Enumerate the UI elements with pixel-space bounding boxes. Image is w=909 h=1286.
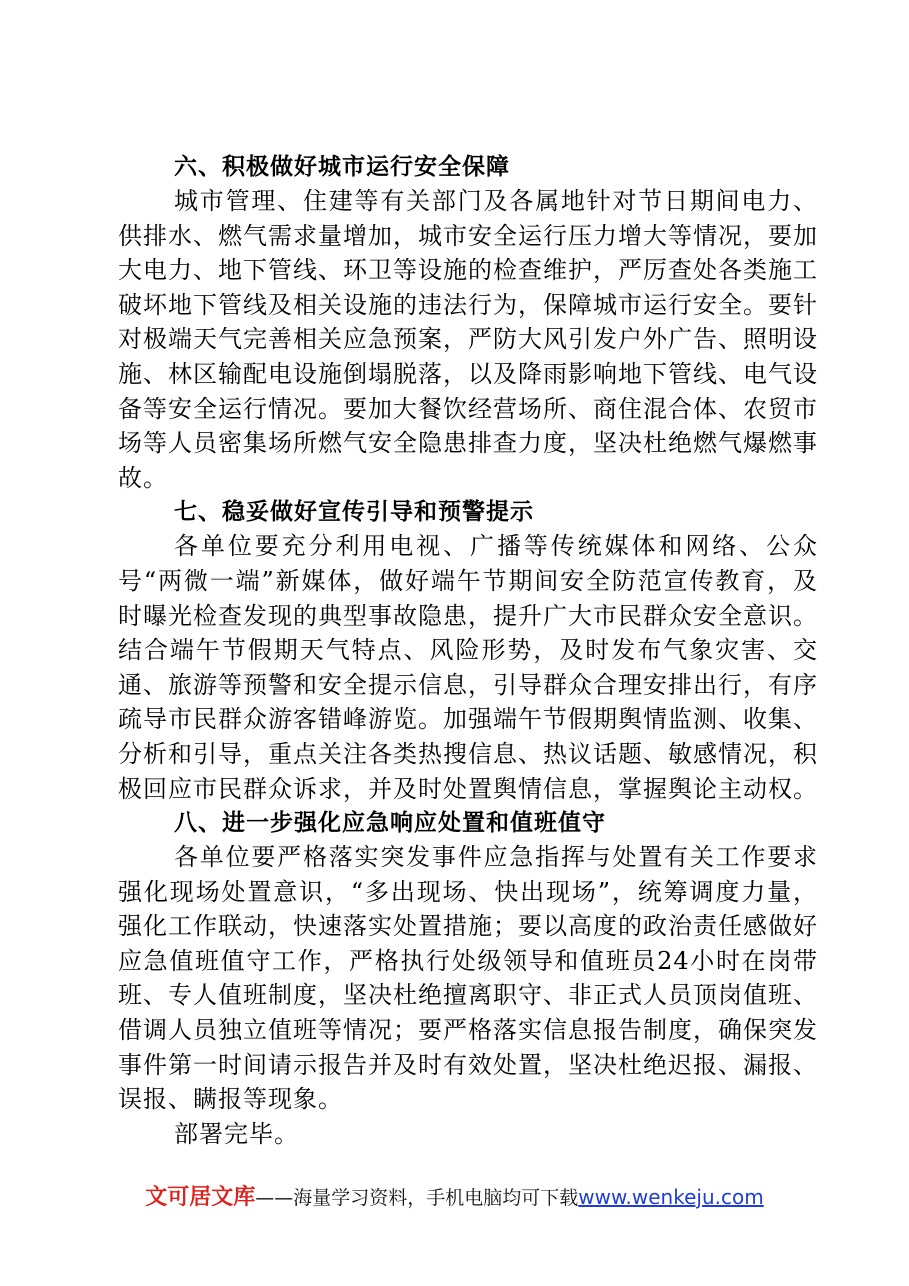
document-body xyxy=(118,150,818,1151)
section-paragraph: 各单位要严格落实突发事件应急指挥与处置有关工作要求强化现场处置意识，“多出现场、快出现场”，统筹调度力量，强化工作联动，快速落实处置措施；要以高度的政治责任感做好应急值班值守工作，严格执行处级领导和值班员24小时在岗带班、专人值班制度，坚决杜绝擅离职守、非正式人员顶岗值班、借调人员独立值班等情况；要严格落实信息报告制度，确保突发事件第一时间请示报告并及时有效处置，坚决杜绝迟报、漏报、误报、瞒报等现象。 xyxy=(118,843,818,1114)
footer-banner xyxy=(0,1184,909,1211)
section-heading: 八、进一步强化应急响应处置和值班值守 xyxy=(174,810,606,837)
footer-tagline: ——海量学习资料，手机电脑均可下载 xyxy=(255,1187,579,1209)
website-link[interactable]: www.wenkeju.com xyxy=(578,1185,764,1209)
section-7 xyxy=(118,495,818,806)
section-6 xyxy=(118,150,818,495)
section-paragraph: 城市管理、住建等有关部门及各属地针对节日期间电力、供排水、燃气需求量增加，城市安全运行压力增大等情况，要加大电力、地下管线、环卫等设施的检查维护，严厉查处各类施工破坏地下管线及相关设施的违法行为，保障城市运行安全。要针对极端天气完善相关应急预案，严防大风引发户外广告、照明设施、林区输配电设施倒塌脱落，以及降雨影响地下管线、电气设备等安全运行情况。要加大餐饮经营场所、商住混合体、农贸市场等人员密集场所燃气安全隐患排查力度，坚决杜绝燃气爆燃事故。 xyxy=(118,187,818,492)
section-heading: 七、稳妥做好宣传引导和预警提示 xyxy=(174,499,534,526)
closing-line: 部署完毕。 xyxy=(174,1119,299,1148)
brand-name: 文可居文库 xyxy=(145,1185,256,1210)
section-8 xyxy=(118,806,818,1151)
section-heading: 六、积极做好城市运行安全保障 xyxy=(174,154,510,180)
section-paragraph: 各单位要充分利用电视、广播等传统媒体和网络、公众号“两微一端”新媒体，做好端午节期间安全防范宣传教育，及时曝光检查发现的典型事故隐患，提升广大市民群众安全意识。结合端午节假期天气特点、风险形势，及时发布气象灾害、交通、旅游等预警和安全提示信息，引导群众合理安排出行，有序疏导市民群众游客错峰游览。加强端午节假期舆情监测、收集、分析和引导，重点关注各类热搜信息、热议话题、敏感情况，积极回应市民群众诉求，并及时处置舆情信息，掌握舆论主动权。 xyxy=(118,532,818,803)
